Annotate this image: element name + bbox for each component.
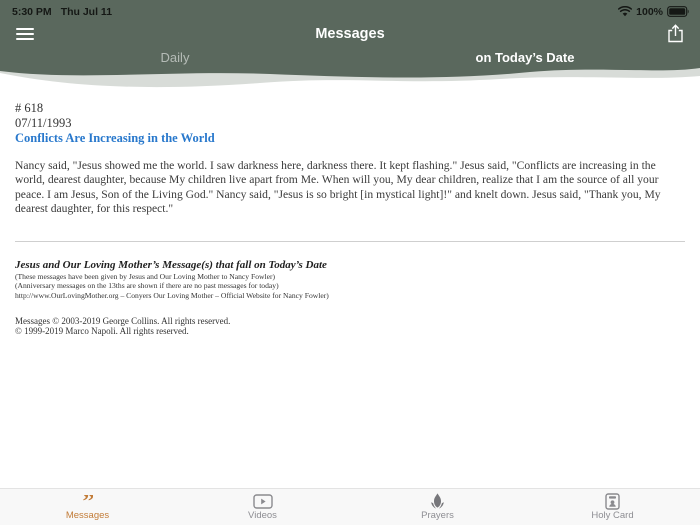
tab-videos[interactable] [175,489,350,525]
message-number: # 618 [15,101,44,115]
page-title: Messages [315,25,385,42]
footer-note-2: (Anniversary messages on the 13ths are shown if there are no past messages for today) [15,281,279,291]
prayer-icon [429,493,446,509]
message-title: Conflicts Are Increasing in the World [15,131,215,145]
nav-bar [0,20,700,47]
tab-messages-label: Messages [65,510,110,521]
tab-videos-label: Videos [248,510,277,521]
message-date: 07/11/1993 [15,116,72,130]
hamburger-menu-icon[interactable] [16,28,34,40]
tab-holy-card[interactable] [525,489,700,525]
copyright-block [15,316,685,336]
battery-icon [667,6,690,17]
status-left [12,6,112,18]
share-icon[interactable] [667,24,684,43]
tab-messages[interactable] [0,489,175,525]
quote-icon: ” [82,495,93,509]
message-body: Nancy said, "Jesus showed me the world. I saw darkness here, darkness there. It kept flashing." Jesus said, "Conflicts are increasing in the world, dearest daughter, because My children live apart from Me. When will you, My dear children, realize that I am the source of all your peace. I am Jesus, Son of the Living God." Nancy said, "Jesus is so bright [in mystical light]!" and knelt down. Jesus said, "Thank you, My dearest daughter, for this respect." [15,159,661,215]
tab-prayers-label: Prayers [421,510,454,521]
wifi-icon [618,6,632,17]
status-bar [0,0,700,20]
status-time: 5:30 PM [12,5,52,18]
tab-prayers[interactable] [350,489,525,525]
copyright-line-2: © 1999-2019 Marco Napoli. All rights reserved. [15,325,189,336]
status-right [618,6,690,18]
copyright-line-1: Messages © 2003-2019 George Collins. All rights reserved. [15,315,231,326]
holy-card-icon [605,493,620,509]
message-content [0,89,700,336]
bottom-tab-bar [0,488,700,525]
battery-percent: 100% [636,5,663,18]
segment-tabs [0,47,700,67]
tab-holy-card-label: Holy Card [591,510,634,521]
video-icon [253,493,273,509]
footer-note-3: http://www.OurLovingMother.org – Conyers Our Loving Mother – Official Website for Nancy Fowler) [15,291,329,301]
footer-note-1: (These messages have been given by Jesus and Our Loving Mother to Nancy Fowler) [15,271,276,281]
tab-on-todays-date[interactable]: on Today’s Date [475,49,575,65]
header [0,0,700,64]
status-date: Thu Jul 11 [60,5,113,18]
footer-heading: Jesus and Our Loving Mother’s Message(s) that fall on Today’s Date [15,259,327,272]
divider-line [15,241,685,242]
tab-daily[interactable]: Daily [160,49,190,65]
